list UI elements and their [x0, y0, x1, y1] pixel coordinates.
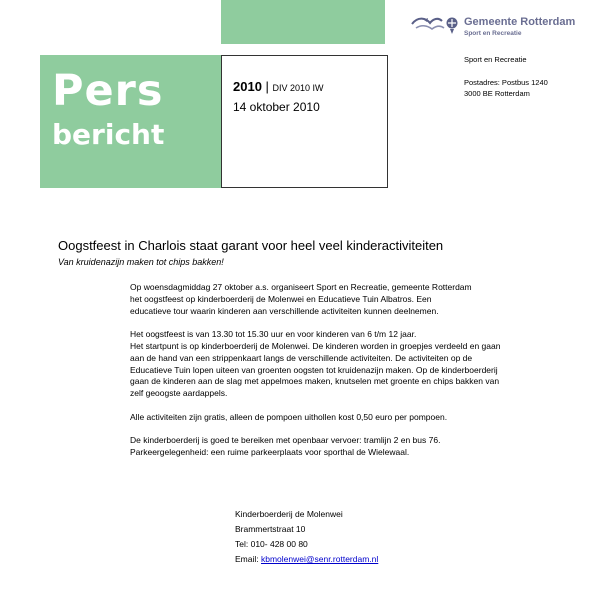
- postal-address: Postadres: Postbus 1240: [464, 78, 548, 87]
- contact-email-line: [235, 552, 378, 567]
- green-header-bar: [221, 0, 385, 44]
- paragraph: [130, 282, 570, 317]
- date-box: [221, 55, 388, 188]
- body-line: Educatieve Tuin lopen uiteen van groenten oogsten tot kruidenazijn maken. Op de kinderboerderij: [130, 364, 498, 375]
- email-link[interactable]: kbmolenwei@senr.rotterdam.nl: [260, 554, 379, 564]
- press-date: 14 oktober 2010: [233, 100, 320, 114]
- body-line: zelf geoogste aardappels.: [130, 388, 228, 399]
- department: Sport en Recreatie: [464, 55, 527, 64]
- body-line: gaan de kinderen aan de slag met appelmoes maken, knutselen met groente en chips bakken van: [130, 376, 500, 387]
- contact-phone: Tel: 010- 428 00 80: [235, 539, 308, 549]
- body-line: Alle activiteiten zijn gratis, alleen de pompoen uithollen kost 0,50 euro per pompoen.: [130, 411, 448, 422]
- body-line: Het startpunt is op kinderboerderij de Molenwei. De kinderen worden in groepjes verdeeld en gaan: [130, 340, 501, 351]
- pers-title: Pers: [52, 66, 164, 116]
- org-subtitle: Sport en Recreatie: [464, 30, 522, 37]
- body-line: het oogstfeest op kinderboerderij de Molenwei en Educatieve Tuin Albatros. Een: [130, 293, 432, 304]
- email-label: Email:: [235, 554, 261, 564]
- rotterdam-logo-icon: [410, 14, 462, 36]
- year-line: [233, 79, 387, 96]
- contact-name: Kinderboerderij de Molenwei: [235, 509, 343, 519]
- body-line: educatieve tour waarin kinderen aan verschillende activiteiten kunnen deelnemen.: [130, 305, 439, 316]
- body-line: Parkeergelegenheid: een ruime parkeerplaats voor sporthal de Wielewaal.: [130, 447, 410, 458]
- paragraph: [130, 329, 570, 400]
- paragraph: [130, 435, 570, 459]
- article-body: [130, 282, 570, 471]
- year: 2010: [233, 79, 262, 94]
- bericht-title: bericht: [52, 118, 165, 151]
- body-line: De kinderboerderij is goed te bereiken met openbaar vervoer: tramlijn 2 en bus 76.: [130, 435, 441, 446]
- contact-block: [235, 507, 378, 567]
- body-line: Op woensdagmiddag 27 oktober a.s. organiseert Sport en Recreatie, gemeente Rotterdam: [130, 282, 472, 292]
- subheadline: Van kruidenazijn maken tot chips bakken!: [58, 257, 224, 267]
- postal-city: 3000 BE Rotterdam: [464, 89, 530, 98]
- contact-street: Brammertstraat 10: [235, 524, 306, 534]
- year-separator: |: [261, 79, 273, 94]
- headline: Oogstfeest in Charlois staat garant voor heel veel kinderactiviteiten: [58, 238, 444, 253]
- org-name: Gemeente Rotterdam: [464, 16, 576, 28]
- paragraph: [130, 412, 570, 424]
- body-line: aan de hand van een strippenkaart langs de verschillende activiteiten. De activiteiten op de: [130, 352, 473, 363]
- document-code: DIV 2010 IW: [272, 83, 324, 93]
- body-line: Het oogstfeest is van 13.30 tot 15.30 uur en voor kinderen van 6 t/m 12 jaar.: [130, 329, 417, 340]
